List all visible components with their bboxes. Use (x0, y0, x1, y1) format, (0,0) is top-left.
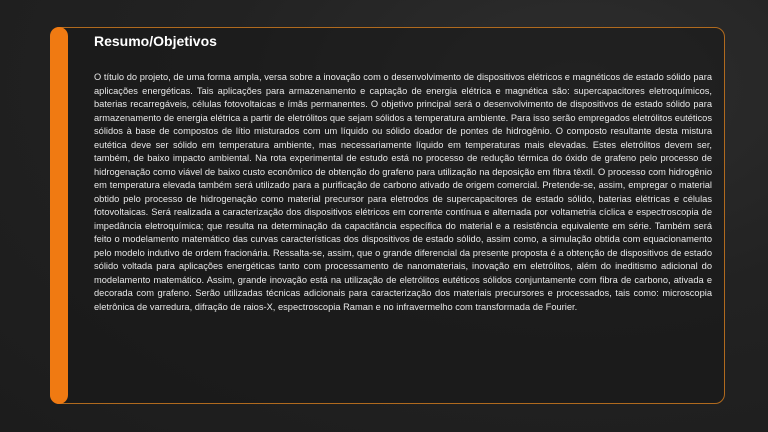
slide-body-text: O título do projeto, de uma forma ampla, versa sobre a inovação com o desenvolvimento de dispositivos elétricos e magnéticos de estado sólido para aplicações energéticas. Tais aplicações para armazenamento e captação de energia elétrica e magnética são: supercapacitores eletroquímicos, baterias recarregáveis, células fotovoltaicas e ímãs permanentes. O objetivo principal será o desenvolvimento de dispositivos de estado sólido para armazenamento de energia elétrica a partir de eletrólitos que sejam sólidos a temperatura ambiente. Para isso serão empregados eletrólitos eutéticos sólidos à base de compostos de lítio misturados com um líquido ou sólido doador de pontes de hidrogênio. O composto resultante desta mistura eutética deve ser sólido em temperatura ambiente, mas necessariamente líquido em temperaturas mais elevadas. Estes eletrólitos devem ser, também, de baixo impacto ambiental. Na rota experimental de estudo está no processo de redução térmica do óxido de grafeno pelo processo de hidrogenação como viável de baixo custo econômico de obtenção do grafeno para utilização na deposição em fibra têxtil. O processo com hidrogênio em temperatura elevada também será utilizado para a purificação de carbono ativado de origem comercial. Pretende-se, assim, empregar o material obtido pelo processo de hidrogenação como material precursor para eletrodos de supercapacitores de estado sólido, baterias elétricas e células fotovoltaicas. Será realizada a caracterização dos dispositivos elétricos em corrente contínua e alternada por voltametria cíclica e espectroscopia de impedância eletroquímica; que resulta na determinação da capacitância específica do material e a resistência equivalente em série. Também será feito o modelamento matemático das curvas características dos dispositivos de estado sólido, assim como, a simulação obtida com equacionamento pelo modelo indutivo de ordem fracionária. Ressalta-se, assim, que o grande diferencial da presente proposta é a obtenção de dispositivos de estado sólido voltada para aplicações energéticas tanto com processamento de nanomateriais, inovação em eletrólitos, além do ineditismo adicional do modelamento matemático. Assim, grande inovação está na utilização de eletrólitos eutéticos sólidos conjuntamente com fibra de carbono, ativada e decorada com grafeno. Serão utilizadas técnicas adicionais para caracterização dos materiais precursores e processados, tais como: microscopia eletrônica de varredura, difração de raios-X, espectroscopia Raman e no infravermelho com transformada de Fourier. (94, 72, 712, 312)
slide-title: Resumo/Objetivos (94, 33, 217, 49)
accent-bar (50, 27, 68, 404)
